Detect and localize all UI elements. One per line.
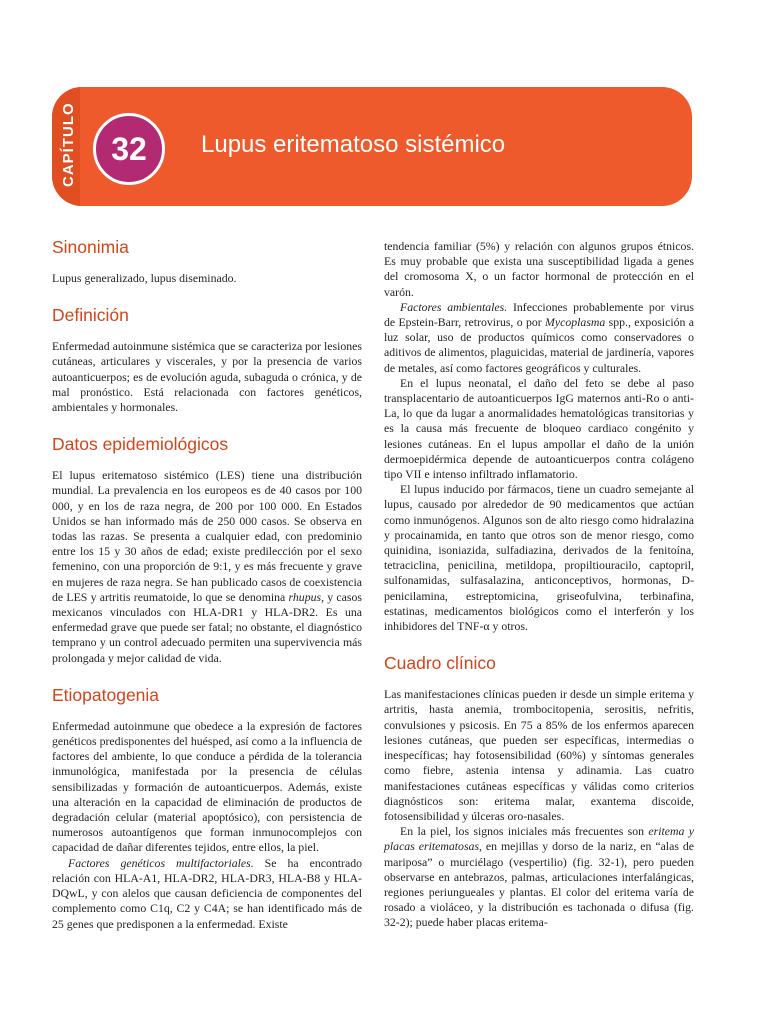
heading-etiopatogenia: Etiopatogenia	[52, 684, 160, 705]
chapter-number-badge: 32	[93, 113, 165, 185]
heading-sinonimia: Sinonimia	[52, 237, 129, 257]
heading-cuadro-clinico: Cuadro clínico	[384, 653, 496, 674]
heading-definicion: Definición	[52, 305, 129, 326]
chapter-label: CAPÍTULO	[60, 102, 77, 187]
factores-ambientales-paragraph: Factores ambientales. Infecciones probablemente por virus de Epstein-Barr, retrovirus, o por Mycoplasma spp., exposición a luz solar, uso de productos químicos como conservadores o aditivos de alimentos, plaguicidas, material de jardinería, vapores de metales, así como factores geográficos y culturales.	[384, 299, 695, 375]
etiopatogenia-paragraph-1: Enfermedad autoinmune que obedece a la expresión de factores genéticos predisponentes del huésped, así como a la influencia de factores del ambiente, lo que conduce a pérdida de la tolerancia inmunológica, manifestada por la presencia de células sensibilizadas y formación de autoanticuerpos. Además, existe una alteración en la capacidad de eliminación de productos de degradación celular (material apoptósico), con persistencia de numerosos autoantígenos que forman inmunocomplejos con capacidad de dañar diferentes tejidos, entre ellos, la piel.	[52, 718, 362, 855]
chapter-title: Lupus eritematoso sistémico	[201, 131, 506, 158]
definicion-text: Enfermedad autoinmune sistémica que se caracteriza por lesiones cutáneas, articulares y viscerales, y por la presencia de varios autoanticuerpos; es de evolución aguda, subaguda o crónica, y de mal pronóstico. Está relacionada con factores genéticos, ambientales y hormonales.	[52, 339, 362, 415]
lupus-neonatal-paragraph: En el lupus neonatal, el daño del feto se debe al paso transplacentario de autoanticuerpos IgG maternos anti-Ro o anti-La, lo que da lugar a anormalidades hematológicas transitorias y es la causa más frecuente de bloqueo cardiaco congénito y lesiones cutáneas. En el lupus ampollar el daño de la unión dermoepidérmica depende de autoanticuerpos contra colágeno tipo VII e intenso infiltrado inflamatorio.	[384, 375, 694, 482]
cuadro-clinico-paragraph-1: Las manifestaciones clínicas pueden ir desde un simple eritema y artritis, hasta anemia, trombocitopenia, serositis, nefritis, convulsiones y psicosis. En 75 a 85% de los enfermos aparecen lesiones cutáneas, que pueden ser específicas, intermedias o inespecíficas; hay fotosensibilidad (60%) y síntomas generales como fiebre, astenia intensa y adinamia. Las cuatro manifestaciones cutáneas específicas y válidas como criterios diagnósticos son: eritema malar, exantema discoide, fotosensibilidad y úlceras oro-nasales.	[384, 687, 694, 823]
etiopatogenia-paragraph-2: Factores genéticos multifactoriales. Se ha encontrado relación con HLA-A1, HLA-DR2, HLA-DR3, HLA-B8 y HLA-DQwL, y con alelos que causan deficiencia de componentes del complemento como C1q, C2 y C4A; se han identificado más de 25 genes que predisponen a la enfermedad. Existe	[52, 855, 362, 931]
datos-paragraph: El lupus eritematoso sistémico (LES) tiene una distribución mundial. La prevalencia en los europeos es de 40 casos por 100 000, y en los de raza negra, de 200 por 100 000. En Estados Unidos se han informado más de 250 000 casos. Se observa en todas las razas. Se presenta a cualquier edad, con predominio entre los 15 y 30 años de edad; existe predilección por el sexo femenino, con una proporción de 9:1, y es más frecuente y grave en mujeres de raza negra. Se han publicado casos de coexistencia de LES y artritis reumatoide, lo que se denomina rhupus, y casos mexicanos vinculados con HLA-DR1 y HLA-DR2. Es una enfermedad grave que puede ser fatal; no obstante, el diagnóstico temprano y un control adecuado permiten una supervivencia más prolongada y mejor calidad de vida.	[52, 468, 362, 665]
cuadro-clinico-paragraph-2: En la piel, los signos iniciales más frecuentes son eritema y placas eritematosas, en mejillas y dorso de la nariz, en “alas de mariposa” o murciélago (vespertilio) (fig. 32-1), pero pueden observarse en antebrazos, palmas, articulaciones interfalángicas, regiones periungueales y plantas. El color del eritema varía de rosado a violáceo, y la distribución es tachonada o difusa (fig. 32-2); puede haber placas eritema-	[384, 824, 694, 930]
heading-datos-epidemiologicos: Datos epidemiológicos	[52, 434, 229, 455]
sinonimia-text: Lupus generalizado, lupus diseminado.	[52, 271, 237, 285]
lupus-farmacos-paragraph: El lupus inducido por fármacos, tiene un cuadro semejante al lupus, causado por alrededor de 90 medicamentos que actúan como inmunógenos. Algunos son de alto riesgo como hidralazina y procainamida, en tanto que otros son de menor riesgo, como quinidina, isoniazida, sulfadiazina, derivados de la fenitoína, tetraciclina, penicilina, metildopa, propiltiouracilo, captopril, sulfonamidas, sulfasalazina, anticonceptivos, hormonas, D-penicilamina, estreptomicina, griseofulvina, terbinafina, estatinas, medicamentos biológicos como el interferón y los inhibidores del TNF-α y otros.	[384, 482, 694, 634]
right-column	[384, 239, 694, 931]
continued-paragraph: tendencia familiar (5%) y relación con algunos grupos étnicos. Es muy probable que exista una susceptibilidad ligada a genes del cromosoma X, o un factor hormonal de protección en el varón.	[384, 239, 694, 299]
left-column	[52, 236, 362, 932]
